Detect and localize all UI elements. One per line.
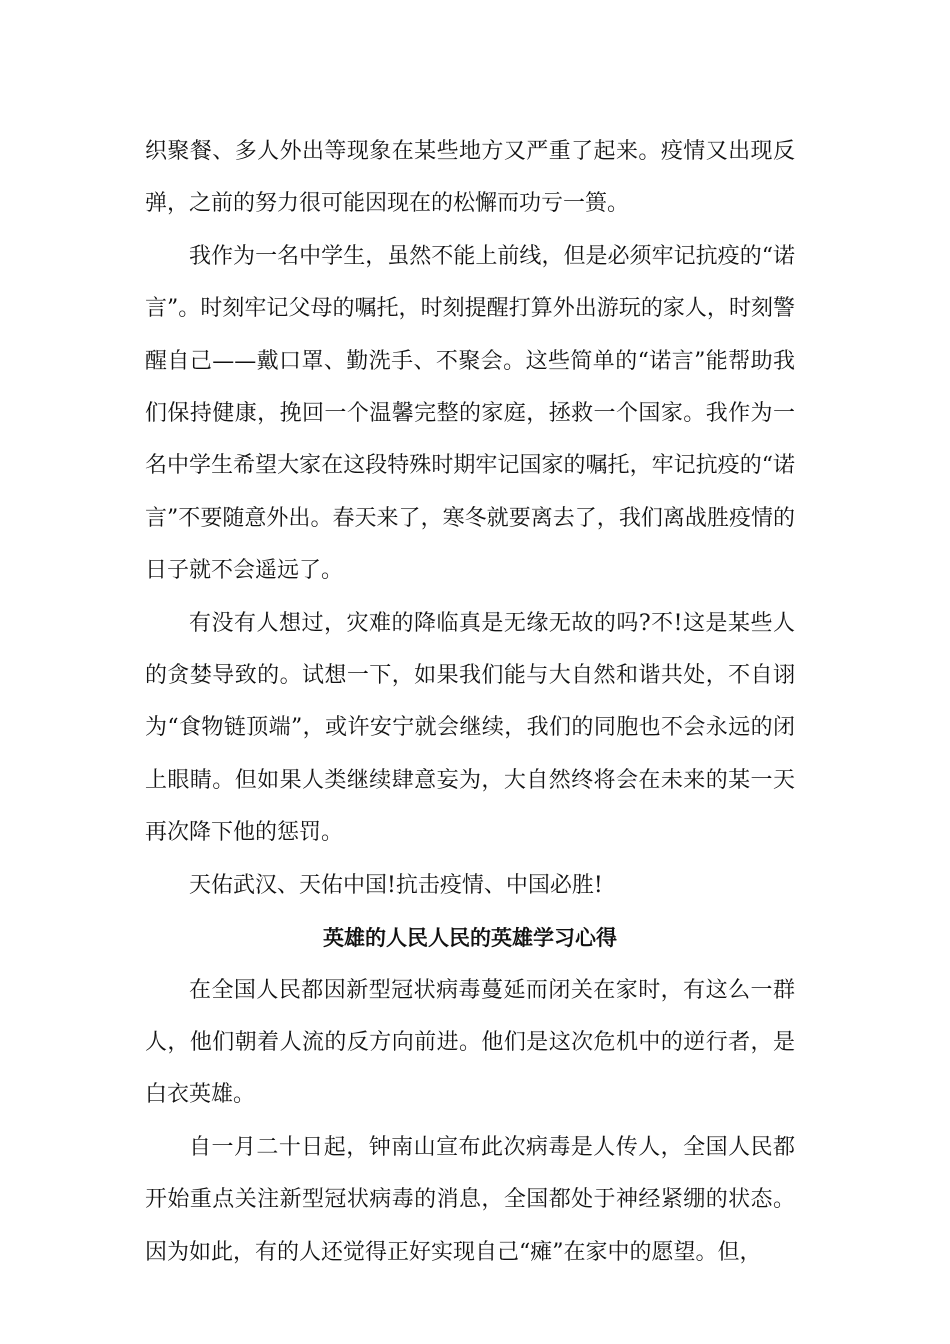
paragraph-blessing: 天佑武汉、天佑中国!抗击疫情、中国必胜! bbox=[189, 872, 603, 898]
paragraph-timeline: 自一月二十日起，钟南山宣布此次病毒是人传人，全国人民都开始重点关注新型冠状病毒的消息，全国都处于神经紧绷的状态。因为如此，有的人还觉得正好实现自己“瘫”在家中的愿望。但， bbox=[145, 1134, 795, 1265]
document-page bbox=[145, 126, 795, 1279]
paragraph-continuation: 织聚餐、多人外出等现象在某些地方又严重了起来。疫情又出现反弹，之前的努力很可能因现在的松懈而功亏一篑。 bbox=[145, 139, 795, 217]
paragraph-greed: 有没有人想过，灾难的降临真是无缘无故的吗?不!这是某些人的贪婪导致的。试想一下，如果我们能与大自然和谐共处，不自诩为“食物链顶端”，或许安宁就会继续，我们的同胞也不会永远的闭上眼睛。但如果人类继续肆意妄为，大自然终将会在未来的某一天再次降下他的惩罚。 bbox=[145, 610, 795, 846]
paragraph-heroes-intro: 在全国人民都因新型冠状病毒蔓延而闭关在家时，有这么一群人，他们朝着人流的反方向前进。他们是这次危机中的逆行者，是白衣英雄。 bbox=[145, 977, 795, 1108]
section-title: 英雄的人民人民的英雄学习心得 bbox=[323, 926, 617, 951]
paragraph-promise: 我作为一名中学生，虽然不能上前线，但是必须牢记抗疫的“诺言”。时刻牢记父母的嘱托，时刻提醒打算外出游玩的家人，时刻警醒自己——戴口罩、勤洗手、不聚会。这些简单的“诺言”能帮助我们保持健康，挽回一个温馨完整的家庭，拯救一个国家。我作为一名中学生希望大家在这段特殊时期牢记国家的嘱托，牢记抗疫的“诺言”不要随意外出。春天来了，寒冬就要离去了，我们离战胜疫情的日子就不会遥远了。 bbox=[145, 243, 795, 584]
